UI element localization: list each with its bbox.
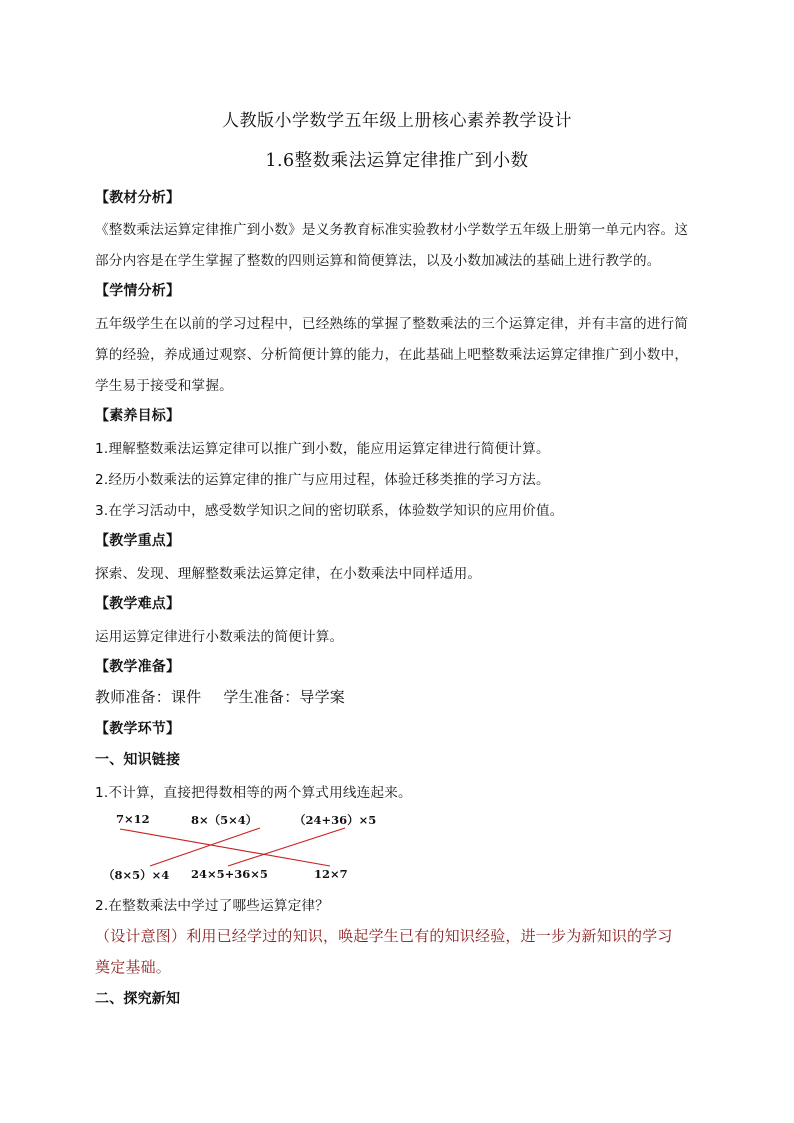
question-one: 1.不计算，直接把得数相等的两个算式用线连起来。 (95, 785, 412, 801)
design-intent-line: （设计意图）利用已经学过的知识，唤起学生已有的知识经验，进一步为新知识的学习 (95, 927, 673, 945)
goal-item: 3.在学习活动中，感受数学知识之间的密切联系，体验数学知识的应用价值。 (95, 503, 564, 519)
paragraph-line: 五年级学生在以前的学习过程中，已经熟练的掌握了整数乘法的三个运算定律，并有丰富的进行简 (95, 316, 689, 332)
heading-student-analysis: 【学情分析】 (95, 283, 181, 299)
goal-item: 2.经历小数乘法的运算定律的推广与应用过程，体验迁移类推的学习方法。 (95, 472, 550, 488)
lesson-title: 1.6整数乘法运算定律推广到小数 (265, 151, 529, 171)
part-one-heading: 一、知识链接 (95, 752, 181, 768)
student-preparation: 学生准备：导学案 (223, 688, 346, 706)
paragraph-line: 运用运算定律进行小数乘法的简便计算。 (95, 629, 344, 645)
goal-item: 1.理解整数乘法运算定律可以推广到小数，能应用运算定律进行简便计算。 (95, 441, 550, 457)
expression-top: 8×（5×4） (191, 813, 258, 827)
question-two: 2.在整数乘法中学过了哪些运算定律？ (95, 898, 330, 914)
teacher-preparation: 教师准备：课件 (95, 688, 202, 706)
document-title: 人教版小学数学五年级上册核心素养教学设计 (222, 111, 572, 131)
heading-teaching-process: 【教学环节】 (95, 721, 181, 737)
match-line (150, 828, 260, 866)
match-line (120, 829, 330, 866)
heading-literacy-goals: 【素养目标】 (95, 408, 181, 424)
expression-bottom: 12×7 (314, 867, 348, 881)
preparation-line (95, 686, 345, 707)
expression-bottom: 24×5+36×5 (191, 867, 268, 881)
expression-top: （24+36）×5 (294, 813, 377, 827)
paragraph-line: 探索、发现、理解整数乘法运算定律，在小数乘法中同样适用。 (95, 566, 482, 582)
heading-difficulties: 【教学难点】 (95, 596, 181, 612)
expression-top: 7×12 (116, 812, 150, 826)
heading-material-analysis: 【教材分析】 (95, 190, 181, 206)
match-line (228, 828, 345, 866)
expression-bottom: （8×5）×4 (103, 868, 170, 882)
design-intent-line: 奠定基础。 (95, 958, 172, 976)
heading-key-points: 【教学重点】 (95, 533, 181, 549)
paragraph-line: 算的经验，养成通过观察、分析简便计算的能力，在此基础上吧整数乘法运算定律推广到小数中， (95, 347, 689, 363)
paragraph-line: 部分内容是在学生掌握了整数的四则运算和简便算法，以及小数加减法的基础上进行教学的。 (95, 253, 661, 269)
heading-preparation: 【教学准备】 (95, 659, 181, 675)
part-two-heading: 二、探究新知 (95, 991, 181, 1007)
paragraph-line: 学生易于接受和掌握。 (95, 378, 233, 394)
paragraph-line: 《整数乘法运算定律推广到小数》是义务教育标准实验教材小学数学五年级上册第一单元内容。这 (95, 222, 689, 238)
